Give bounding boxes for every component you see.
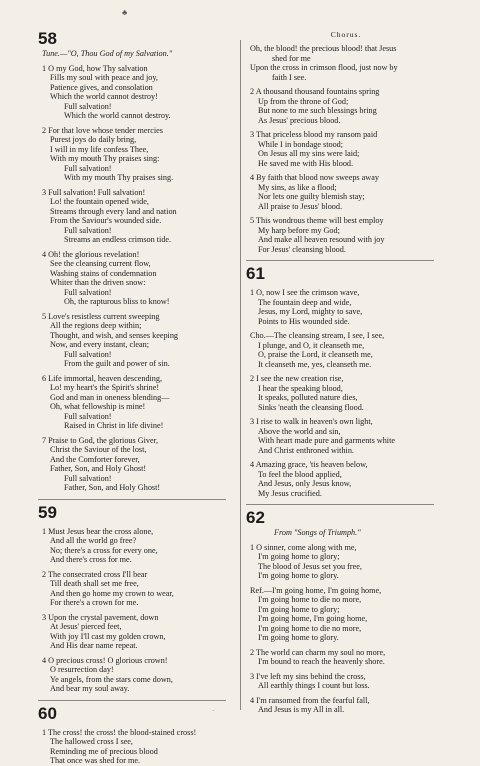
- verse-line: And Jesus is my All in all.: [258, 705, 345, 714]
- verse-line: The blood of Jesus set you free,: [258, 561, 362, 571]
- bottom-mark: ·: [212, 707, 215, 715]
- verse-line: I'm going home to die no more,: [258, 595, 362, 604]
- hymn-number: 58: [38, 29, 57, 48]
- verse-line: God and man in oneness blending—: [50, 392, 170, 402]
- verse: [38, 527, 236, 565]
- verse-line: Which the world cannot destroy.: [64, 111, 171, 121]
- verse-line: And bear my soul away.: [50, 684, 130, 694]
- verse-line: 2 The world can charm my soul no more,: [250, 647, 386, 657]
- verse: [38, 64, 236, 121]
- verse-line: I'm going home to glory;: [258, 552, 340, 561]
- verse-line: For Jesus' cleansing blood.: [258, 244, 346, 254]
- verse-line: Which the world cannot destroy!: [50, 92, 158, 102]
- verse-line: 3 Upon the crystal pavement, down: [42, 612, 159, 622]
- verse-line: My Jesus crucified.: [258, 488, 322, 498]
- verse-line: My sins, as like a flood;: [258, 182, 337, 192]
- verse-line: 4 I'm ransomed from the fearful fall,: [250, 695, 370, 705]
- verse-line: Full salvation!: [64, 411, 112, 421]
- verse: [38, 188, 236, 245]
- verse-line: I'm going home, I'm going home,: [258, 614, 368, 623]
- verse-line: Above the world and sin,: [258, 426, 341, 436]
- verse-line: I plunge, and O, it cleanseth me,: [258, 340, 365, 350]
- verse-line: For there's a crown for me.: [50, 598, 139, 608]
- verse: [246, 374, 446, 412]
- verse: [38, 436, 236, 493]
- verse-line: Nor lets one guilty blemish stay;: [258, 192, 365, 201]
- verse: [246, 87, 446, 125]
- verse: [38, 656, 236, 694]
- verse-line: That once was shed for me.: [50, 756, 141, 766]
- verse-line: Full salvation!: [64, 349, 112, 359]
- verse-line: 5 Love's resistless current sweeping: [42, 311, 160, 321]
- chorus-line: Oh, the blood! the precious blood! that Jesus: [250, 44, 397, 53]
- verse-line: Sinks 'neath the cleansing flood.: [258, 402, 364, 412]
- verse-line: I'm going home to glory.: [258, 571, 339, 580]
- verse-line: As Jesus' precious blood.: [258, 115, 341, 125]
- verse-line: O resurrection day!: [50, 665, 114, 675]
- verse-line: Cho.—The cleansing stream, I see, I see,: [250, 331, 385, 340]
- verse-line: No; there's a cross for every one,: [50, 545, 158, 555]
- verse-line: The fountain deep and wide,: [258, 297, 352, 307]
- verse-line: And the Comforter forever,: [50, 454, 140, 464]
- verse-line: Lo! my heart's the Spirit's shrine!: [50, 383, 160, 393]
- verse-line: And make all heaven resound with joy: [258, 235, 385, 244]
- verse-line: 3 I rise to walk in heaven's own light,: [250, 417, 373, 426]
- verse-line: Oh, the rapturous bliss to know!: [64, 297, 170, 307]
- verse: [246, 130, 446, 168]
- verse-line: Full salvation!: [64, 101, 112, 111]
- section-rule: [38, 700, 226, 701]
- hymn-number: 62: [246, 508, 265, 527]
- verse-line: While I in bondage stood;: [258, 139, 344, 149]
- verse: [38, 126, 236, 183]
- verse-line: I hear the speaking blood,: [258, 383, 343, 393]
- verse-line: My harp before my God;: [258, 225, 340, 235]
- chorus: [246, 44, 446, 82]
- verse-line: 2 The consecrated cross I'll bear: [42, 569, 148, 579]
- verse-line: On Jesus all my sins were laid;: [258, 149, 360, 158]
- verse-line: 7 Praise to God, the glorious Giver,: [42, 435, 159, 445]
- source-line: From "Songs of Triumph.": [274, 528, 361, 537]
- section-rule: [246, 504, 434, 505]
- chorus-line: shed for me: [272, 53, 311, 63]
- verse-line: Streams through every land and nation: [50, 206, 177, 216]
- verse-line: 1 O my God, how Thy salvation: [42, 63, 148, 73]
- verse-line: 1 The cross! the cross! the blood-stained cross!: [42, 727, 197, 737]
- verse-line: I'm going home to die no more,: [258, 623, 362, 633]
- verse-line: Ref.—I'm going home, I'm going home,: [250, 585, 382, 595]
- verse-line: I'm bound to reach the heavenly shore.: [258, 657, 385, 666]
- verse: [246, 216, 446, 254]
- verse-line: Points to His wounded side.: [258, 316, 350, 326]
- top-ornament: ♣: [122, 8, 128, 17]
- verse-line: With my mouth Thy praises sing:: [50, 154, 160, 164]
- verse-line: Thought, and wish, and senses keeping: [50, 330, 179, 340]
- verse-line: All praise to Jesus' blood.: [258, 201, 343, 211]
- verse-line: 3 Full salvation! Full salvation!: [42, 187, 146, 197]
- verse-line: And Christ enthroned within.: [258, 445, 354, 455]
- verse: [38, 613, 236, 651]
- verse-line: Purest joys do daily bring,: [50, 135, 137, 145]
- verse-line: 4 Oh! the glorious revelation!: [42, 249, 140, 259]
- verse-line: Streams an endless crimson tide.: [64, 235, 172, 245]
- verse-line: To feel the blood applied,: [258, 469, 342, 479]
- verse-line: I'm going home to glory;: [258, 604, 340, 614]
- verse: [246, 460, 446, 498]
- verse-line: And all the world go free?: [50, 536, 137, 546]
- verse: [38, 728, 236, 766]
- verse-line: Raised in Christ in life divine!: [64, 421, 164, 431]
- verse-line: Jesus, my Lord, mighty to save,: [258, 307, 363, 316]
- tune-line: Tune.—"O, Thou God of my Salvation.": [42, 49, 173, 58]
- verse-line: Father, Son, and Holy Ghost!: [64, 483, 161, 493]
- verse-line: He saved me with His blood.: [258, 158, 354, 168]
- verse: [246, 696, 446, 715]
- left-column: [38, 30, 236, 766]
- hymn-number: 60: [38, 703, 57, 723]
- section-rule: [246, 260, 434, 261]
- verse-line: Full salvation!: [64, 287, 112, 297]
- verse-line: 2 For that love whose tender mercies: [42, 125, 163, 135]
- verse-line: And Jesus, only Jesus know,: [258, 479, 352, 488]
- verse-line: 5 This wondrous theme will best employ: [250, 216, 384, 225]
- verse-line: Ye angels, from the stars come down,: [50, 674, 173, 684]
- verse-line: O, praise the Lord, it cleanseth me,: [258, 350, 373, 359]
- verse-line: Full salvation!: [64, 163, 112, 173]
- verse-line: 2 I see the new creation rise,: [250, 374, 344, 383]
- verse-line: 2 A thousand thousand fountains spring: [250, 87, 380, 96]
- verse-line: Fills my soul with peace and joy,: [50, 73, 158, 83]
- verse: [38, 570, 236, 608]
- verse-line: Reminding me of precious blood: [50, 746, 158, 756]
- verse-line: The hallowed cross I see,: [50, 737, 133, 747]
- verse-line: 1 Must Jesus bear the cross alone,: [42, 526, 154, 536]
- verse-line: All earthly things I count but loss.: [258, 681, 370, 690]
- verse: [246, 173, 446, 211]
- verse-line: Now, and every instant, clean;: [50, 340, 150, 350]
- verse-line: Whiter than the driven snow:: [50, 278, 146, 288]
- verse-line: Till death shall set me free,: [50, 579, 139, 589]
- verse-line: And His dear name repeat.: [50, 641, 138, 651]
- verse-line: 3 That priceless blood my ransom paid: [250, 130, 378, 139]
- verse: [246, 331, 446, 369]
- verse-line: Father, Son, and Holy Ghost!: [50, 464, 147, 474]
- verse: [246, 648, 446, 667]
- verse-line: Patience gives, and consolation: [50, 82, 153, 92]
- verse-line: From the guilt and power of sin.: [64, 359, 170, 369]
- column-divider: [240, 40, 241, 710]
- hymn-number: 61: [246, 264, 265, 283]
- verse: [38, 250, 236, 307]
- verse-line: Washing stains of condemnation: [50, 268, 157, 278]
- verse-line: I will in my life confess Thee,: [50, 144, 149, 154]
- verse-line: 4 By faith that blood now sweeps away: [250, 173, 379, 182]
- verse-line: From the Saviour's wounded side.: [50, 216, 162, 226]
- verse-line: Lo! the fountain opened wide,: [50, 197, 149, 207]
- verse-line: Christ the Saviour of the lost,: [50, 445, 147, 455]
- verse-line: It speaks, polluted nature dies,: [258, 393, 358, 402]
- verse-line: And then go home my crown to wear,: [50, 588, 174, 598]
- chorus-label: Chorus.: [330, 30, 362, 39]
- verse-line: With my mouth Thy praises sing.: [64, 173, 174, 183]
- verse-line: 4 Amazing grace, 'tis heaven below,: [250, 460, 368, 469]
- right-column: [246, 30, 446, 715]
- verse-line: 1 O sinner, come along with me,: [250, 542, 357, 552]
- verse-line: All the regions deep within;: [50, 321, 142, 331]
- hymn-number: 59: [38, 502, 57, 522]
- verse-line: 4 O precious cross! O glorious crown!: [42, 655, 168, 665]
- verse: [246, 672, 446, 691]
- verse: [38, 374, 236, 431]
- verse-line: 6 Life immortal, heaven descending,: [42, 373, 163, 383]
- chorus-line: Upon the cross in crimson flood, just now by: [250, 63, 398, 72]
- chorus-line: faith I see.: [272, 72, 307, 82]
- verse-line: But none to me such blessings bring: [258, 106, 377, 115]
- verse-line: 3 I've left my sins behind the cross,: [250, 671, 366, 681]
- verse-line: Oh, what fellowship is mine!: [50, 402, 146, 412]
- verse: [246, 288, 446, 326]
- verse-line: At Jesus' pierced feet,: [50, 622, 122, 632]
- verse-line: It cleanseth me, yes, cleanseth me.: [258, 359, 372, 369]
- verse-line: Full salvation!: [64, 225, 112, 235]
- verse: [246, 417, 446, 455]
- verse-line: Up from the throne of God;: [258, 96, 349, 106]
- verse-line: 1 O, now I see the crimson wave,: [250, 288, 360, 297]
- verse-line: With joy I'll cast my golden crown,: [50, 631, 166, 641]
- verse-line: With heart made pure and garments white: [258, 436, 395, 445]
- verse: [246, 543, 446, 581]
- verse: [246, 586, 446, 643]
- section-rule: [38, 499, 226, 500]
- verse-line: I'm going home to glory.: [258, 633, 339, 642]
- verse-line: And there's cross for me.: [50, 555, 132, 565]
- verse-line: See the cleansing current flow,: [50, 259, 151, 269]
- verse: [38, 312, 236, 369]
- verse-line: Full salvation!: [64, 473, 112, 483]
